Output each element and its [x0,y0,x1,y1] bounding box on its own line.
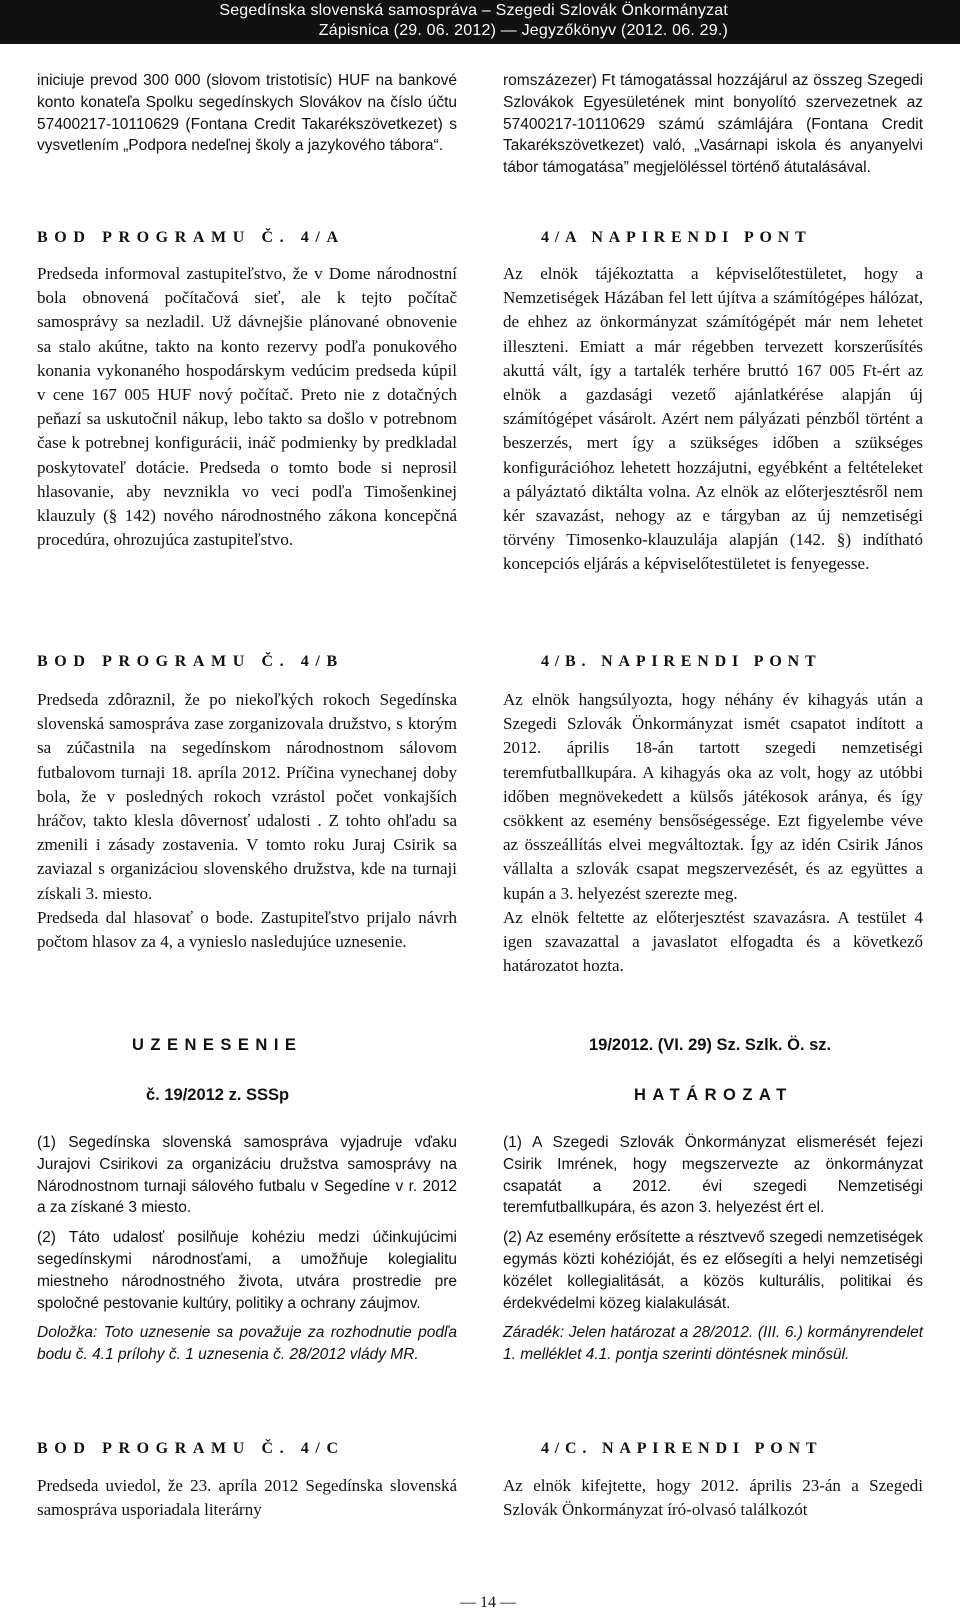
section-4b-text-right: Az elnök hangsúlyozta, hogy néhány év kihagyás után a Szegedi Szlovák Önkormányzat ismét csapatot indított a 2012. április 18-án tartott szegedi nemzetiségi teremfutballkupára. A kihagyás oka az volt, hogy az utóbbi időben megnövekedett a külsős játékosok aránya, és így csökkent az esemény bensőségessége. Ezt figyelembe véve az összeállítás elvei megváltoztak. Így az idén Csirik János vállalta a szlovák csapat megszervezését, és az együttes a kupán a 3. helyezést szerezte meg. [503,690,923,903]
section-4b-text-left-2: Predseda dal hlasovať o bode. Zastupiteľstvo prijalo návrh počtom hlasov za 4, a vynieslo nasledujúce uznesenie. [37,907,457,952]
intro-right-text: romszázezer) Ft támogatással hozzájárul az összeg Szegedi Szlovákok Egyesületének mint bonyolító szervezetnek az 57400217-10110629 számú számlájára (Fontana Credit Takarékszövetkezet) való, „Vasárnapi iskola és anyanyelvi tábor támogatása” megjelöléssel történő átutalásával. [503,72,923,177]
resolution-right-clause: Záradék: Jelen határozat a 28/2012. (III. 6.) kormányrendelet 1. melléklet 4.1. pontja szerinti döntésnek minősül. [503,1324,923,1364]
resolution-left-point-2: (2) Táto udalosť posilňuje kohéziu medzi účinkujúcimi segedínskymi národnosťami, a umožňuje kolegialitu miestneho národnostného života, utvára prostredie pre spoločné pestovanie kultúry, politiky a ochrany záujmov. [37,1229,457,1312]
section-4b-heading-right: 4/B. NAPIRENDI PONT [541,653,822,670]
page-number: — 14 — [460,1594,516,1611]
resolution-left-point-1: (1) Segedínska slovenská samospráva vyjadruje vďaku Jurajovi Csirikovi za organizáciu družstva samosprávy na Národnostnom turnaji sálového futbalu v Segedíne v r. 2012 a za získané 3 miesto. [37,1134,457,1217]
section-4b-left [37,688,457,954]
section-4c-heading-right: 4/C. NAPIRENDI PONT [541,1440,823,1457]
header-title: Segedínska slovenská samospráva – Szegedi Szlovák Önkormányzat [219,2,728,19]
section-4a-heading-right: 4/A NAPIRENDI PONT [541,229,812,246]
resolution-subtitle-right: HATÁROZAT [634,1086,793,1104]
header-subtitle: Zápisnica (29. 06. 2012) — Jegyzőkönyv (2012. 06. 29.) [318,22,728,39]
intro-left-text: iniciuje prevod 300 000 (slovom tristotisíc) HUF na bankové konto konateľa Spolku segedínskych Slovákov na číslo účtu 57400217-10110629 (Fontana Credit Takarékszövetkezet) s vysvetlením „Podpora nedeľnej školy a jazykového tábora“. [37,72,457,155]
resolution-right-point-1: (1) A Szegedi Szlovák Önkormányzat elismerését fejezi Csirik Imrének, hogy megszervezte az önkormányzat csapatát a 2012. évi szegedi Nemzetiségi teremfutballkupára, és azon 3. helyezést ért el. [503,1134,923,1217]
section-4b-text-left: Predseda zdôraznil, že po niekoľkých rokoch Segedínska slovenská samospráva zase zorganizovala družstvo, s ktorým sa zúčastnila na segedínskom národnostnom sálovom futbalovom turnaji 18. apríla 2012. Príčina vynechanej doby bola, že v posledných rokoch vzrástol počet vonkajších hráčov, takto klesla dôvernosť udalosti . Z tohto ohľadu sa zmenili i zásady zostavenia. V tomto roku Juraj Csirik sa zaviazal s organizáciou slovenského družstva, kde na turnaji získali 3. miesto. [37,690,457,903]
section-4b-heading-left: BOD PROGRAMU Č. 4/B [37,653,344,670]
resolution-right-point-2: (2) Az esemény erősítette a résztvevő szegedi nemzetiségek egymás közti kohézióját, és ez elősegíti a helyi nemzetiségi közélet kollegialitását, a közös kulturális, politikai és érdekvédelmi közeg kialakulását. [503,1229,923,1312]
resolution-title-left: UZENESENIE [132,1036,303,1054]
section-4a-heading-left: BOD PROGRAMU Č. 4/A [37,229,345,246]
resolution-number-left: č. 19/2012 z. SSSp [146,1086,290,1104]
section-4c-heading-left: BOD PROGRAMU Č. 4/C [37,1440,345,1457]
section-4a-text-left: Predseda informoval zastupiteľstvo, že v Dome národnostní bola obnovená počítačová sieť, ale k tejto počítač samosprávy sa nezladil. Už dávnejšie plánované obnovenie sa stalo akútne, takto na konto rezervy podľa ponukového konania vykonaného hospodárskym vedúcim predseda kúpil v cene 167 005 HUF nový počítač. Preto nie z dotačných peňazí sa uskutočnil nákup, lebo takto sa došlo v potrebnom čase k potrebnej konfigurácii, ináč podmienky by predkladal poskytovateľ dotácie. Predseda o tomto bode si neprosil hlasovanie, aby nevznikla vo veci podľa Timošenkinej klauzuly (§ 142) nového národnostného zákona koncepčná procedúra, ohrozujúca zastupiteľstvo. [37,264,457,550]
resolution-title-right: 19/2012. (VI. 29) Sz. Szlk. Ö. sz. [589,1036,832,1054]
section-4b-right [503,688,923,978]
section-4c-text-left: Predseda uviedol, že 23. apríla 2012 Segedínska slovenská samospráva usporiadala literárny [37,1476,457,1520]
resolution-left-clause: Doložka: Toto uznesenie sa považuje za rozhodnutie podľa bodu č. 4.1 prílohy č. 1 uznesenia č. 28/2012 vlády MR. [37,1324,457,1364]
section-4c-text-right: Az elnök kifejtette, hogy 2012. április 23-án a Szegedi Szlovák Önkormányzat író-olvasó találkozót [503,1476,923,1520]
page-header [0,0,960,44]
resolution-right [503,1132,923,1366]
resolution-left [37,1132,457,1366]
section-4a-text-right: Az elnök tájékoztatta a képviselőtestületet, hogy a Nemzetiségek Házában fel lett újítva a számítógépes hálózat, de ehhez az önkormányzat számítógépét már nem lehetet illeszteni. Emiatt a már régebben tervezett korszerűsítés akuttá vált, így a tartalék terhére bruttó 167 005 Ft-ért az elnök a gazdasági vezető ajánlatkérése alapján új számítógépet vásárolt. Azért nem pályázati pénzből történt a beszerzés, mert így a szükséges időben a szükséges konfigurációhoz lehetett hozzájutni, egyébként a feltételeket a pályáztató diktálta volna. Az elnök az előterjesztésről nem kér szavazást, nehogy az e tárgyban az új nemzetiségi törvény Timosenko-klauzulája alapján (142. §) indítható koncepciós eljárás a képviselőtestületet is fenyegesse. [503,264,923,574]
section-4b-text-right-2: Az elnök feltette az előterjesztést szavazásra. A testület 4 igen szavazattal a javaslatot elfogadta és a következő határozatot hozta. [503,907,923,976]
